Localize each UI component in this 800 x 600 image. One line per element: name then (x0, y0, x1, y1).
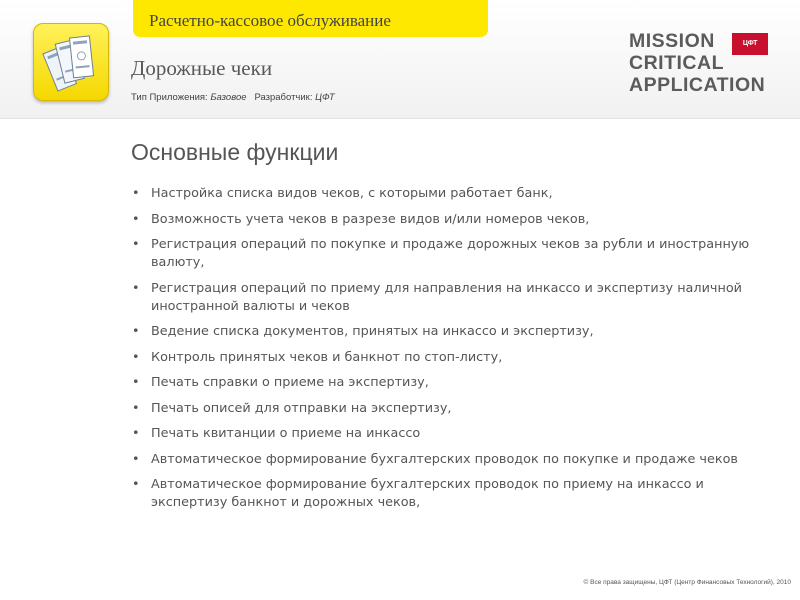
copyright-footer: © Все права защищены, ЦФТ (Центр Финансовых Технологий), 2010 (583, 579, 791, 586)
mission-critical-logo (629, 30, 779, 96)
list-item: • Печать квитанции о приеме на инкассо (131, 425, 771, 443)
list-item: • Автоматическое формирование бухгалтерских проводок по покупке и продаже чеков (131, 451, 771, 469)
logo-line-1: MISSION (629, 30, 715, 52)
list-item: • Контроль принятых чеков и банкнот по стоп-листу, (131, 349, 771, 367)
feature-list (131, 185, 771, 520)
list-item: • Ведение списка документов, принятых на инкассо и экспертизу, (131, 323, 771, 341)
app-meta (131, 92, 335, 103)
list-item: • Возможность учета чеков в разрезе видов и/или номеров чеков, (131, 211, 771, 229)
app-type-label: Тип Приложения: (131, 92, 208, 103)
header (0, 0, 800, 119)
travel-checks-icon (33, 23, 109, 101)
content-title: Основные функции (131, 139, 339, 165)
developer-value: ЦФТ (315, 92, 335, 103)
developer-label: Разработчик: (254, 92, 313, 103)
logo-line-3: APPLICATION (629, 74, 766, 96)
list-item: • Настройка списка видов чеков, с которыми работает банк, (131, 185, 771, 203)
product-title: Дорожные чеки (131, 56, 273, 80)
section-title: Расчетно-кассовое обслуживание (149, 11, 391, 30)
list-item: • Печать описей для отправки на экспертизу, (131, 400, 771, 418)
app-type-value: Базовое (210, 92, 247, 103)
cft-badge: ЦФТ (732, 33, 768, 55)
list-item: • Регистрация операций по покупке и продаже дорожных чеков за рубли и иностранную валюту, (131, 236, 771, 272)
list-item: • Печать справки о приеме на экспертизу, (131, 374, 771, 392)
list-item: • Регистрация операций по приему для направления на инкассо и экспертизу наличной иностранной валюты и чеков (131, 280, 771, 316)
section-banner (133, 0, 488, 37)
list-item: • Автоматическое формирование бухгалтерских проводок по приему на инкассо и экспертизу банкнот и дорожных чеков, (131, 476, 771, 512)
logo-line-2: CRITICAL (629, 52, 724, 74)
